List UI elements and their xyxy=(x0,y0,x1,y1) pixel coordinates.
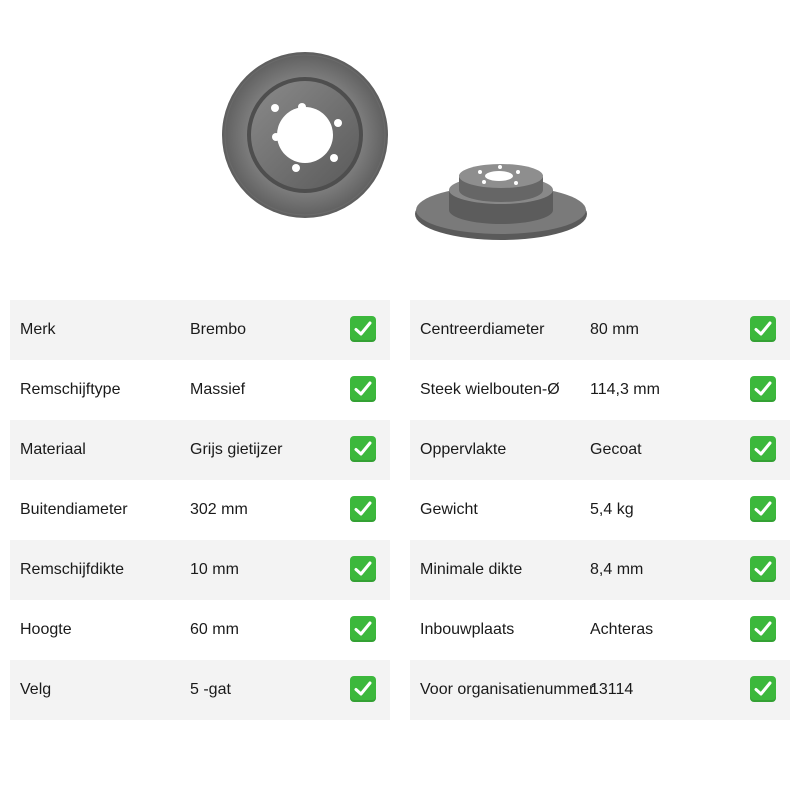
spec-label: Remschijftype xyxy=(20,381,121,398)
spec-label: Buitendiameter xyxy=(20,501,128,518)
spec-value: Achteras xyxy=(590,621,654,638)
check-icon xyxy=(350,376,376,402)
spec-value: 5 -gat xyxy=(190,681,231,698)
check-icon xyxy=(750,496,776,522)
spec-row xyxy=(10,300,390,360)
spec-label: Inbouwplaats xyxy=(420,621,515,638)
spec-label: Steek wielbouten-Ø xyxy=(420,381,560,398)
spec-value: 8,4 mm xyxy=(590,561,644,578)
spec-row xyxy=(10,480,390,540)
check-icon xyxy=(750,436,776,462)
check-icon xyxy=(350,436,376,462)
spec-label: Remschijfdikte xyxy=(20,561,125,578)
check-icon xyxy=(350,616,376,642)
spec-row xyxy=(410,600,790,660)
check-icon xyxy=(350,316,376,342)
spec-label: Hoogte xyxy=(20,621,72,638)
spec-value: Brembo xyxy=(190,321,247,338)
brake-disc-image xyxy=(200,30,600,260)
check-icon xyxy=(350,676,376,702)
spec-table-left xyxy=(10,300,390,720)
spec-label: Merk xyxy=(20,321,56,338)
check-icon xyxy=(750,556,776,582)
check-icon xyxy=(750,376,776,402)
spec-label: Minimale dikte xyxy=(420,561,523,578)
spec-value: 5,4 kg xyxy=(590,501,634,518)
spec-label: Velg xyxy=(20,681,52,698)
spec-row xyxy=(410,300,790,360)
check-icon xyxy=(750,316,776,342)
spec-value: Gecoat xyxy=(590,441,642,458)
spec-value: 60 mm xyxy=(190,621,239,638)
spec-label: Gewicht xyxy=(420,501,478,518)
spec-label: Materiaal xyxy=(20,441,86,458)
spec-value: 302 mm xyxy=(190,501,248,518)
spec-row xyxy=(10,540,390,600)
check-icon xyxy=(750,616,776,642)
spec-row xyxy=(410,660,790,720)
spec-row xyxy=(410,540,790,600)
spec-row xyxy=(410,420,790,480)
spec-label: Voor organisatienummer xyxy=(420,681,595,698)
spec-row xyxy=(10,660,390,720)
check-icon xyxy=(350,496,376,522)
spec-row xyxy=(410,480,790,540)
spec-table-right xyxy=(410,300,790,720)
check-icon xyxy=(750,676,776,702)
spec-row xyxy=(10,600,390,660)
spec-row xyxy=(410,360,790,420)
spec-row xyxy=(10,420,390,480)
spec-value: 10 mm xyxy=(190,561,239,578)
check-icon xyxy=(350,556,376,582)
spec-value: Grijs gietijzer xyxy=(190,441,283,458)
spec-value: 80 mm xyxy=(590,321,639,338)
spec-label: Centreerdiameter xyxy=(420,321,545,338)
spec-label: Oppervlakte xyxy=(420,441,507,458)
spec-value: 13114 xyxy=(590,681,634,698)
spec-value: 114,3 mm xyxy=(590,381,660,398)
spec-value: Massief xyxy=(190,381,246,398)
spec-row xyxy=(10,360,390,420)
